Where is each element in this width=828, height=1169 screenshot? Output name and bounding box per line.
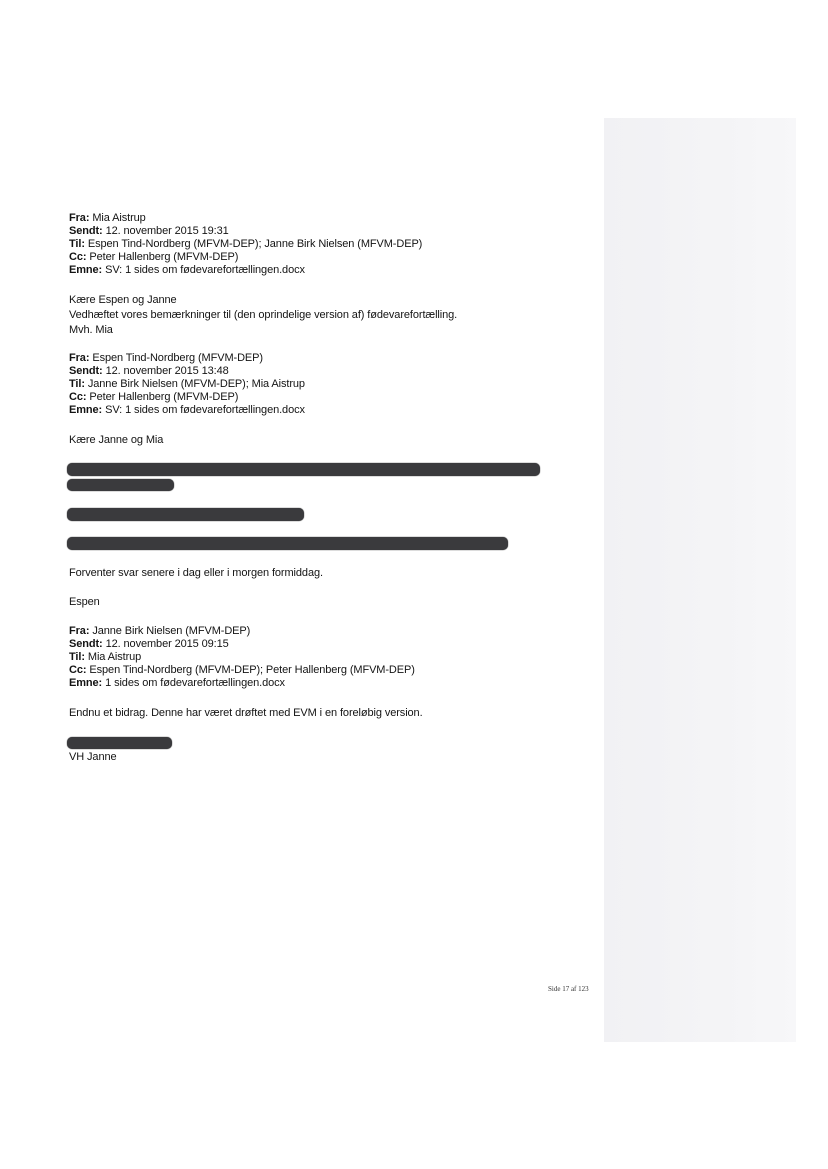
redaction-bar [67,537,508,550]
from-value: Mia Aistrup [92,212,146,224]
email3-signature: VH Janne [69,751,117,763]
subject-value: SV: 1 sides om fødevarefortællingen.docx [105,264,305,276]
email3-cc [69,664,415,677]
page-number: Side 17 af 123 [548,985,589,993]
email1-body-line: Vedhæftet vores bemærkninger til (den oprindelige version af) fødevarefortælling. [69,309,458,321]
email2-greeting: Kære Janne og Mia [69,434,164,446]
email3-body: Endnu et bidrag. Denne har været drøftet med EVM i en foreløbig version. [69,707,423,719]
email2-signature: Espen [69,596,100,608]
sent-value: 12. november 2015 19:31 [105,225,229,237]
email2-closing: Forventer svar senere i dag eller i morgen formiddag. [69,567,323,579]
email1-from [69,212,146,225]
redaction-bar [67,479,174,491]
to-label: Til: [69,238,85,250]
email2-from [69,352,263,365]
from-value: Espen Tind-Nordberg (MFVM-DEP) [92,352,263,364]
cc-label: Cc: [69,664,87,676]
subject-label: Emne: [69,404,103,416]
cc-label: Cc: [69,251,87,263]
email3-sent [69,638,229,651]
scan-shade-strip [604,118,796,1042]
email1-body-line: Kære Espen og Janne [69,294,177,306]
to-label: Til: [69,651,85,663]
from-label: Fra: [69,212,90,224]
sent-value: 12. november 2015 13:48 [105,365,229,377]
sent-label: Sendt: [69,638,103,650]
email1-body-line: Mvh. Mia [69,324,113,336]
email3-to [69,651,141,664]
subject-label: Emne: [69,677,103,689]
cc-value: Peter Hallenberg (MFVM-DEP) [89,251,239,263]
to-value: Janne Birk Nielsen (MFVM-DEP); Mia Aistrup [87,378,305,390]
email3-subject [69,677,285,690]
redaction-bar [67,463,540,476]
from-label: Fra: [69,625,90,637]
subject-label: Emne: [69,264,103,276]
sent-value: 12. november 2015 09:15 [105,638,229,650]
cc-value: Peter Hallenberg (MFVM-DEP) [89,391,239,403]
email2-subject [69,404,305,417]
sent-label: Sendt: [69,365,103,377]
email3-from [69,625,250,638]
cc-label: Cc: [69,391,87,403]
email1-to [69,238,422,251]
redaction-bar [67,737,172,749]
email2-sent [69,365,229,378]
subject-value: 1 sides om fødevarefortællingen.docx [105,677,285,689]
email1-subject [69,264,305,277]
email2-to [69,378,305,391]
cc-value: Espen Tind-Nordberg (MFVM-DEP); Peter Hallenberg (MFVM-DEP) [89,664,415,676]
email2-cc [69,391,238,404]
from-value: Janne Birk Nielsen (MFVM-DEP) [92,625,251,637]
email1-sent [69,225,229,238]
redaction-bar [67,508,304,521]
to-value: Espen Tind-Nordberg (MFVM-DEP); Janne Birk Nielsen (MFVM-DEP) [87,238,423,250]
from-label: Fra: [69,352,90,364]
email1-cc [69,251,238,264]
subject-value: SV: 1 sides om fødevarefortællingen.docx [105,404,305,416]
to-value: Mia Aistrup [87,651,142,663]
sent-label: Sendt: [69,225,103,237]
to-label: Til: [69,378,85,390]
